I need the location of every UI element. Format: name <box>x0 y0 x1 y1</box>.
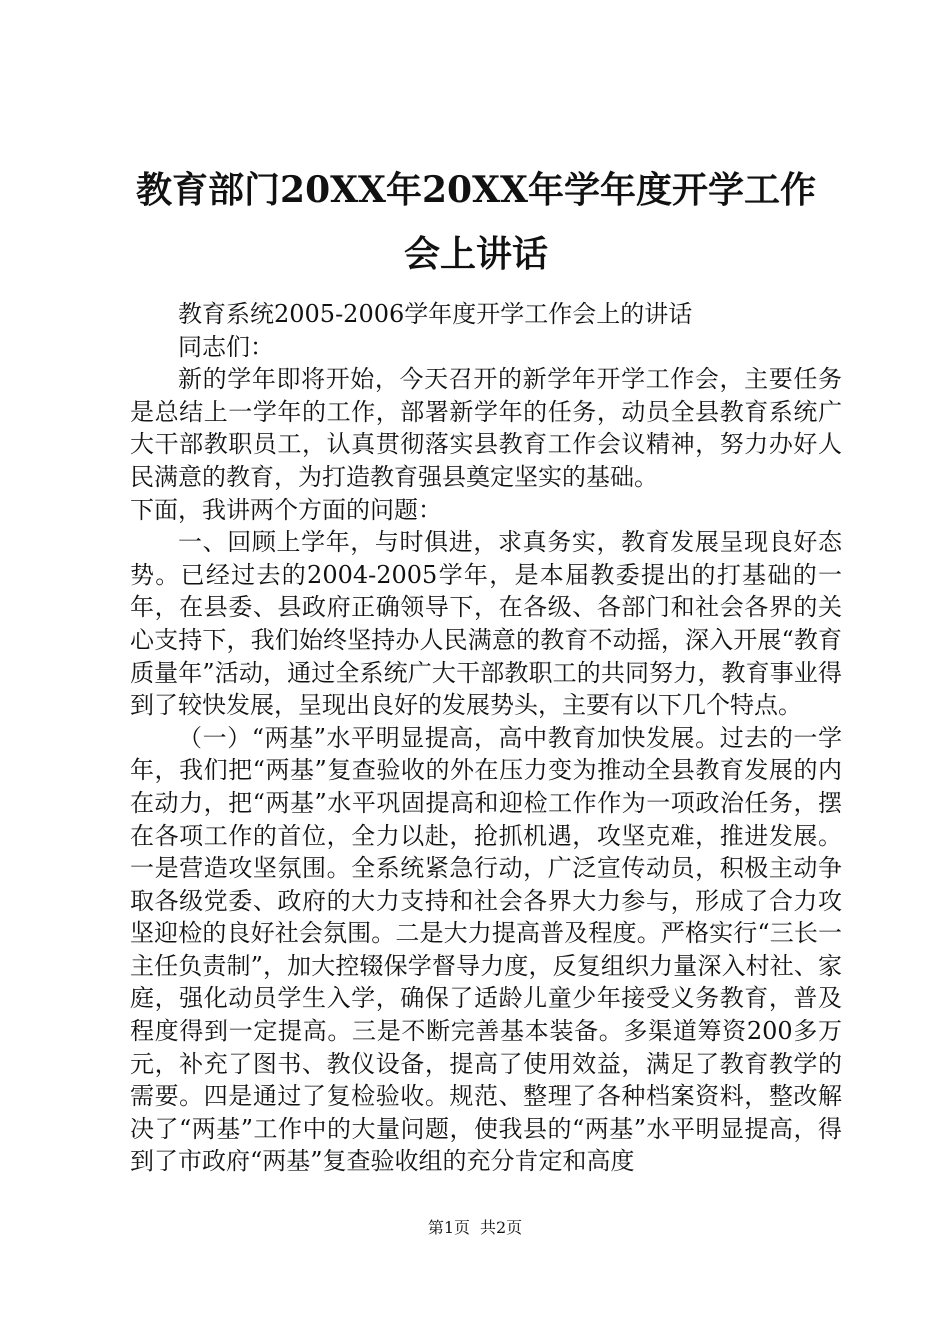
salutation: 同志们： <box>178 332 274 361</box>
page-footer <box>0 1217 950 1239</box>
document-subtitle: 教育系统2005-2006学年度开学工作会上的讲话 <box>178 300 693 328</box>
paragraph-review: 一、回顾上学年，与时俱进，求真务实，教育发展呈现良好态势。已经过去的2004-2005学年，是本届教委提出的打基础的一年，在县委、县政府正确领导下，在各级、各部门和社会各界的关心支持下，我们始终坚持办人民满意的教育不动摇，深入开展“教育质量年”活动，通过全系统广大干部教职工的共同努力，教育事业得到了较快发展，呈现出良好的发展势头，主要有以下几个特点。 <box>130 528 842 720</box>
page-total: 共2页 <box>480 1218 523 1237</box>
page-number: 第1页 <box>427 1218 470 1237</box>
document-title: 教育部门20XX年20XX年学年度开学工作会上讲话 <box>136 169 816 275</box>
paragraph-outline: 下面，我讲两个方面的问题： <box>130 495 442 524</box>
paragraph-two-basics: （一）“两基”水平明显提高，高中教育加快发展。过去的一学年，我们把“两基”复查验收的外在压力变为推动全县教育发展的内在动力，把“两基”水平巩固提高和迎检工作作为一项政治任务，摆在各项工作的首位，全力以赴，抢抓机遇，攻坚克难，推进发展。一是营造攻坚氛围。全系统紧急行动，广泛宣传动员，积极主动争取各级党委、政府的大力支持和社会各界大力参与，形成了合力攻坚迎检的良好社会氛围。二是大力提高普及程度。严格实行“三长一主任负责制”，加大控辍保学督导力度，反复组织力量深入村社、家庭，强化动员学生入学，确保了适龄儿童少年接受义务教育，普及程度得到一定提高。三是不断完善基本装备。多渠道筹资200多万元，补充了图书、教仪设备，提高了使用效益，满足了教育教学的需要。四是通过了复检验收。规范、整理了各种档案资料，整改解决了“两基”工作中的大量问题，使我县的“两基”水平明显提高，得到了市政府“两基”复查验收组的充分肯定和高度 <box>130 723 842 1176</box>
document-body <box>130 298 842 1178</box>
paragraph-intro: 新的学年即将开始，今天召开的新学年开学工作会，主要任务是总结上一学年的工作，部署新学年的任务，动员全县教育系统广大干部教职员工，认真贯彻落实县教育工作会议精神，努力办好人民满意的教育，为打造教育强县奠定坚实的基础。 <box>130 365 842 491</box>
